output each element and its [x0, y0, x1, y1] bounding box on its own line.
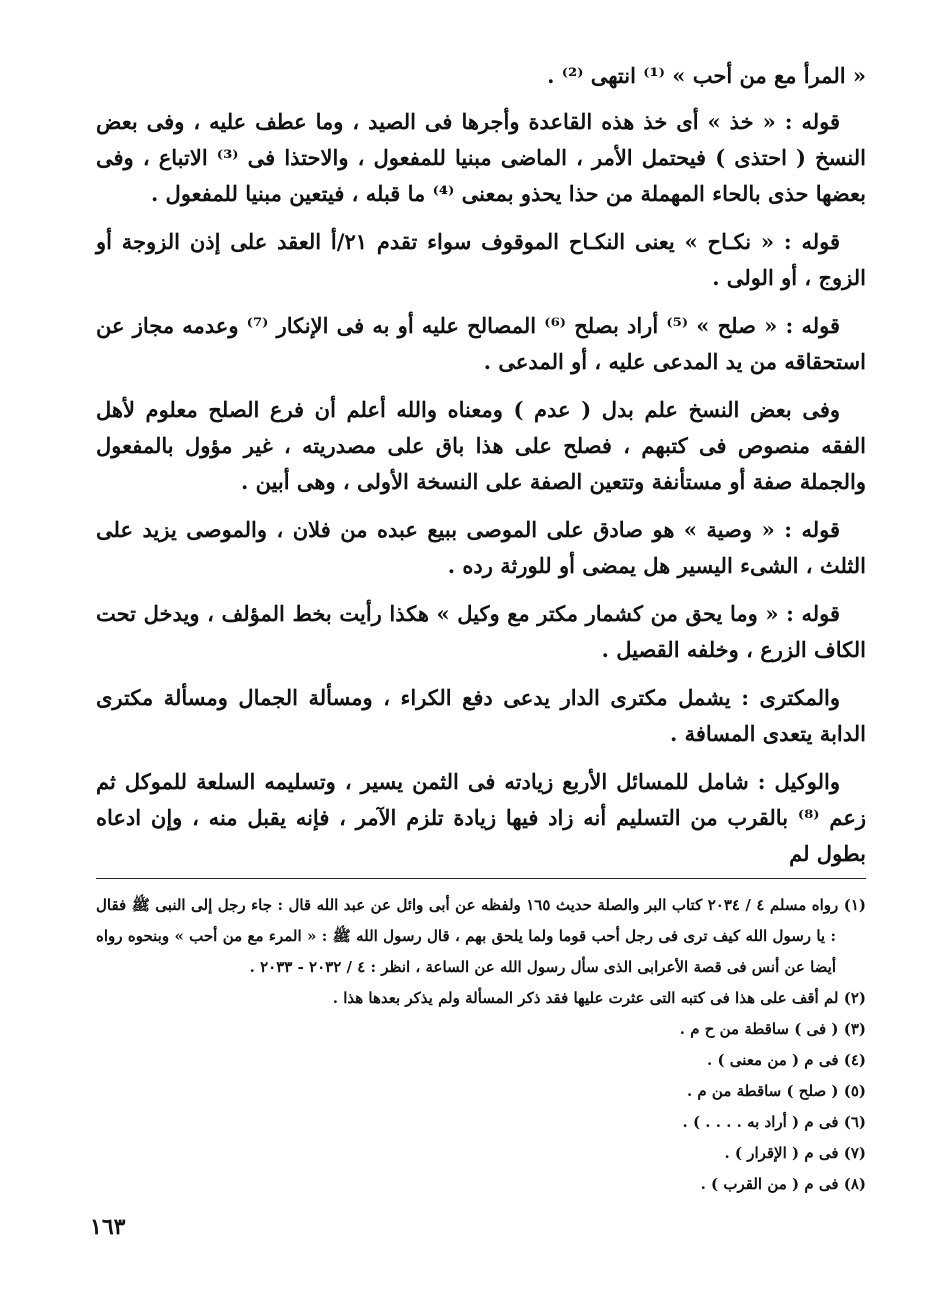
paragraph: قوله : « وصية » هو صادق على الموصى ببيع عبده من فلان ، والموصى يزيد على الثلث ، الشىء اليسير هل يمضى أو للورثة رده .	[96, 517, 866, 578]
footnote: (٥) ( صلح ) ساقطة من م .	[686, 1082, 866, 1100]
paragraph: قوله : « وما يحق من كشمار مكتر مع وكيل » هكذا رأيت بخط المؤلف ، ويدخل تحت الكاف الزرع ، وخلفه القصيل .	[96, 601, 866, 662]
footnote: (٨) فى م ( من القرب ) .	[700, 1175, 866, 1193]
paragraph: قوله : « صلح » ⁽⁵⁾ أراد بصلح ⁽⁶⁾ المصالح عليه أو به فى الإنكار ⁽⁷⁾ وعدمه مجاز عن استحقاقه من يد المدعى عليه ، أو المدعى .	[96, 313, 866, 374]
footnote: (٤) فى م ( من معنى ) .	[707, 1051, 866, 1069]
paragraph: « المرأ مع من أحب » ⁽¹⁾ انتهى ⁽²⁾ .	[547, 63, 866, 88]
footnote: (١) رواه مسلم ٤ / ٢٠٣٤ كتاب البر والصلة حديث ١٦٥ ولفظه عن أبى وائل عن عبد الله قال : جاء رجل إلى النبى ﷺ فقال : يا رسول الله كيف ترى فى رجل أحب قوما ولما يلحق بهم ، قال رسول الله ﷺ : « المرء مع من أحب » وبنحوه رواه أيضا عن أنس فى قصة الأعرابى الذى سأل رسول الله عن الساعة ، انظر : ٤ / ٢٠٣٢ - ٢٠٣٣ .	[96, 896, 866, 976]
paragraph: قوله : « نكـاح » يعنى النكـاح الموقوف سواء تقدم ٢١/أ العقد على إذن الزوجة أو الزوج ، أو الولى .	[96, 229, 866, 290]
footnote-separator	[96, 878, 866, 879]
paragraph: قوله : « خذ » أى خذ هذه القاعدة وأجرها فى الصيد ، وما عطف عليه ، وفى بعض النسخ ( احتذى ) فيحتمل الأمر ، الماضى مبنيا للمفعول ، والاحتذا فى ⁽³⁾ الاتباع ، وفى بعضها حذى بالحاء المهملة من حذا يحذو بمعنى ⁽⁴⁾ ما قبله ، فيتعين مبنيا للمفعول .	[96, 109, 866, 206]
footnote: (٧) فى م ( الإقرار ) .	[724, 1144, 866, 1162]
page-number: ١٦٣	[90, 1214, 126, 1240]
main-text	[96, 58, 866, 884]
paragraph: والوكيل : شامل للمسائل الأربع زيادته فى الثمن يسير ، وتسليمه السلعة للموكل ثم زعم ⁽⁸⁾ بالقرب من التسليم أنه زاد فيها زيادة تلزم الآمر ، فإنه يقبل منه ، وإن ادعاه بطول لم	[96, 769, 866, 866]
paragraph: وفى بعض النسخ علم بدل ( عدم ) ومعناه والله أعلم أن فرع الصلح معلوم لأهل الفقه منصوص فى كتبهم ، فصلح على هذا باق على مصدريته ، غير مؤول بالمفعول والجملة صفة أو مستأنفة وتتعين الصفة على النسخة الأولى ، وهى أبين .	[96, 397, 866, 494]
footnotes	[96, 890, 866, 1200]
paragraph: والمكترى : يشمل مكترى الدار يدعى دفع الكراء ، ومسألة الجمال ومسألة مكترى الدابة يتعدى المسافة .	[96, 685, 866, 746]
footnote: (٦) فى م ( أراد به . . . . ) .	[682, 1113, 866, 1131]
footnote: (٣) ( فى ) ساقطة من ح م .	[679, 1020, 866, 1038]
footnote: (٢) لم أقف على هذا فى كتبه التى عثرت عليها فقد ذكر المسألة ولم يذكر بعدها هذا .	[332, 989, 866, 1007]
